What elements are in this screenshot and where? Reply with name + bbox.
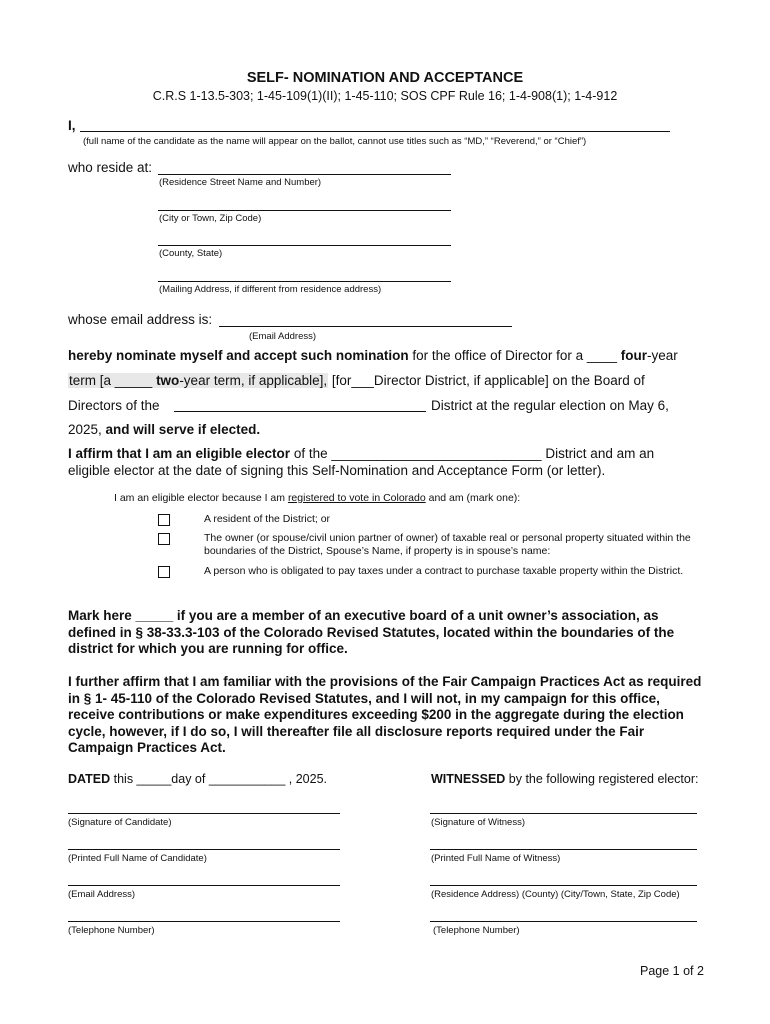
reside-label: who reside at: <box>68 160 153 175</box>
fcpa-affirmation: I further affirm that I am familiar with the provisions of the Fair Campaign Practices Act as required in § 1- 45-110 of the Colorado Revised Statutes, and I will not, in my campaign for this office, receive contributions or make expenditures exceeding $200 in the aggregate during the election cycle, however, if I do so, I will thereafter file all disclosure reports required under the Fair Campaign Practices Act. <box>68 674 702 755</box>
dated-label: DATED <box>68 772 111 786</box>
term-two: two <box>156 373 180 388</box>
witness-signature-caption: (Signature of Witness) <box>431 817 525 828</box>
mailing-field[interactable] <box>158 281 451 282</box>
district-name-field[interactable] <box>174 411 426 412</box>
city-caption: (City or Town, Zip Code) <box>159 213 262 224</box>
registered-link[interactable]: registered to vote in Colorado <box>287 492 426 504</box>
affirm-line-1 <box>68 446 654 461</box>
director-district-text: [for___Director District, if applicable] on the Board of <box>328 373 645 388</box>
candidate-email-caption: (Email Address) <box>68 889 136 900</box>
page-number: Page 1 of 2 <box>640 964 704 978</box>
term-year: -year <box>646 348 678 363</box>
dated-text: this _____day of ___________ , 2025. <box>110 772 327 786</box>
page-title: SELF- NOMINATION AND ACCEPTANCE <box>246 70 524 86</box>
eligible-suffix: and am (mark one): <box>425 492 521 504</box>
election-date-text: District at the regular election on May 6, <box>431 398 669 413</box>
candidate-signature-caption: (Signature of Candidate) <box>68 817 172 828</box>
affirm-line-2: eligible elector at the date of signing this Self-Nomination and Acceptance Form (or letter). <box>68 463 606 478</box>
candidate-name-field[interactable] <box>80 131 670 132</box>
candidate-printed-name-field[interactable] <box>68 849 340 850</box>
witness-printed-name-caption: (Printed Full Name of Witness) <box>431 853 561 864</box>
witness-signature-field[interactable] <box>430 813 697 814</box>
witness-phone-caption: (Telephone Number) <box>433 925 520 936</box>
city-field[interactable] <box>158 210 451 211</box>
witness-phone-field[interactable] <box>430 921 697 922</box>
resident-checkbox[interactable] <box>158 514 170 526</box>
witness-printed-name-field[interactable] <box>430 849 697 850</box>
nomination-line-4 <box>68 422 260 437</box>
nomination-bold: hereby nominate myself and accept such nomination <box>68 348 409 363</box>
owner-checkbox[interactable] <box>158 533 170 545</box>
two-year-highlight[interactable] <box>68 373 328 388</box>
candidate-printed-name-caption: (Printed Full Name of Candidate) <box>68 853 207 864</box>
eligible-prefix: I am an eligible elector because I am <box>114 492 288 504</box>
street-field[interactable] <box>158 174 451 175</box>
statute-references: C.R.S 1-13.5-303; 1-45-109(1)(II); 1-45-110; SOS CPF Rule 16; 1-4-908(1); 1-4-912 <box>152 89 618 103</box>
serve-if-elected: and will serve if elected. <box>105 422 261 437</box>
dated-line <box>68 772 327 786</box>
witnessed-line <box>431 772 698 786</box>
county-caption: (County, State) <box>159 248 223 259</box>
year-text: 2025, <box>68 422 106 437</box>
nomination-office: for the office of Director for a ____ <box>408 348 621 363</box>
candidate-phone-field[interactable] <box>68 921 340 922</box>
contract-checkbox[interactable] <box>158 566 170 578</box>
option-resident: A resident of the District; or <box>204 513 331 525</box>
street-caption: (Residence Street Name and Number) <box>159 177 322 188</box>
candidate-signature-field[interactable] <box>68 813 340 814</box>
candidate-phone-caption: (Telephone Number) <box>68 925 155 936</box>
two-year-suffix: -year term, if applicable], <box>179 373 328 388</box>
witnessed-label: WITNESSED <box>431 772 506 786</box>
two-year-prefix: term [a _____ <box>69 373 157 388</box>
term-four: four <box>620 348 647 363</box>
candidate-name-caption: (full name of the candidate as the name will appear on the ballot, cannot use titles such as “MD,” “Reverend,” or “Chief”) <box>83 136 587 147</box>
email-caption: (Email Address) <box>249 331 317 342</box>
affirm-district: of the ____________________________ District and am an <box>290 446 655 461</box>
nomination-line-2 <box>68 373 645 388</box>
nomination-line-1 <box>68 348 678 363</box>
affirm-bold: I affirm that I am an eligible elector <box>68 446 291 461</box>
email-label: whose email address is: <box>68 312 213 327</box>
mailing-caption: (Mailing Address, if different from residence address) <box>159 284 382 295</box>
eligible-reason <box>114 492 520 504</box>
county-field[interactable] <box>158 245 451 246</box>
hoa-board-statement: Mark here _____ if you are a member of an executive board of a unit owner’s association, as defined in § 38-33.3-103 of the Colorado Revised Statutes, located within the boundaries of the district for which you are running for office. <box>68 608 675 656</box>
directors-of-label: Directors of the <box>68 398 160 413</box>
witness-address-caption: (Residence Address) (County) (City/Town, State, Zip Code) <box>431 889 680 900</box>
candidate-email-field[interactable] <box>68 885 340 886</box>
witness-address-field[interactable] <box>430 885 697 886</box>
option-contract: A person who is obligated to pay taxes under a contract to purchase taxable property within the District. <box>204 565 684 577</box>
candidate-prefix: I, <box>68 118 76 133</box>
witnessed-text: by the following registered elector: <box>505 772 699 786</box>
option-owner: The owner (or spouse/civil union partner of owner) of taxable real or personal property situated within the boundaries of the District, Spouse’s Name, if property is in spouse’s name: <box>204 532 691 557</box>
email-field[interactable] <box>219 326 512 327</box>
